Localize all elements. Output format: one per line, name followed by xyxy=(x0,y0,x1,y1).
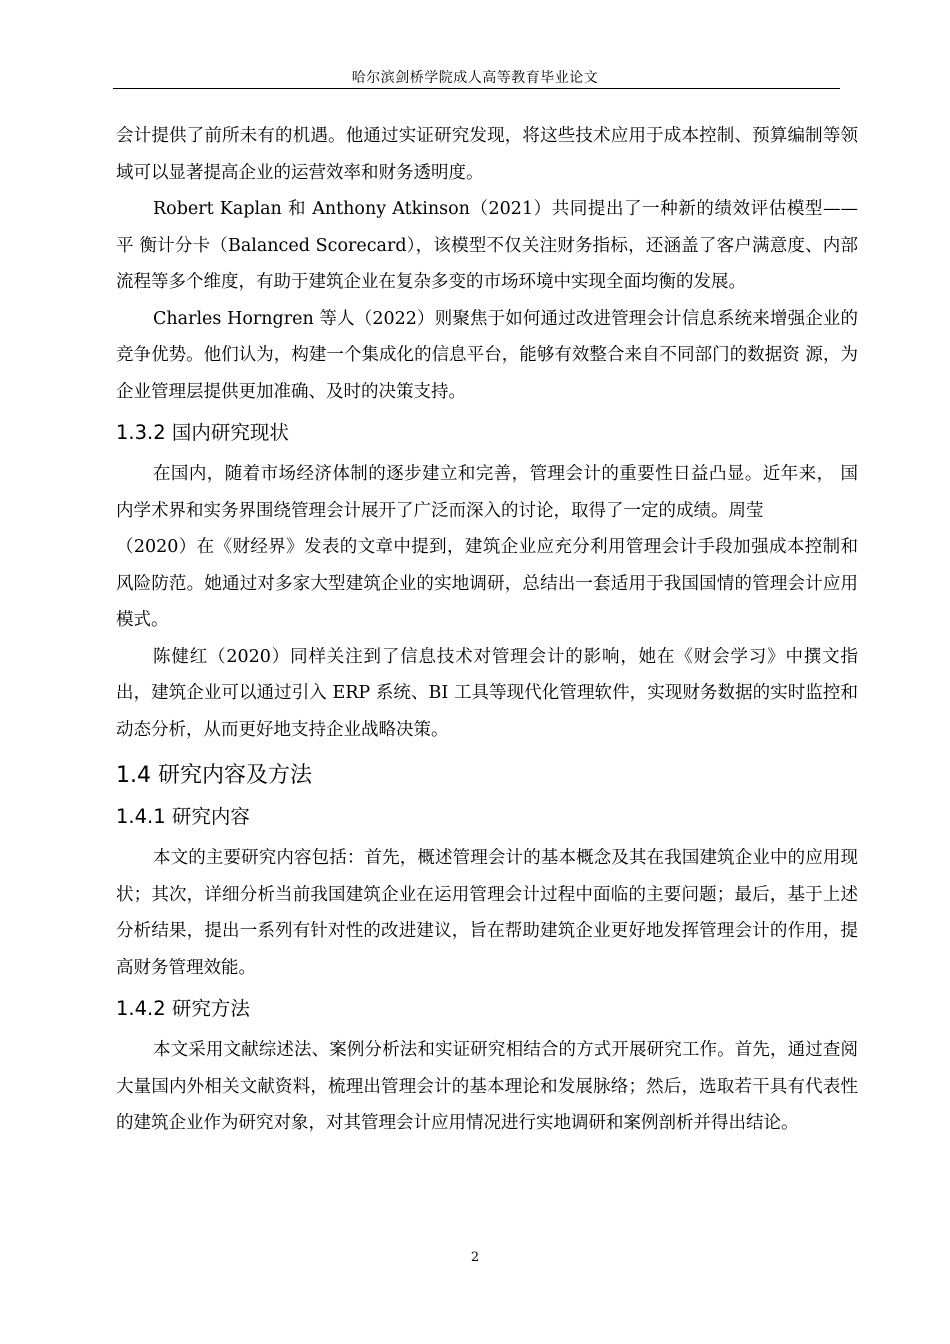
section-heading-1-4: 1.4 研究内容及方法 xyxy=(116,763,312,788)
header-divider xyxy=(113,88,840,89)
paragraph: Charles Horngren 等人（2022）则聚焦于如何通过改进管理会计信息系统来增强企业的 竞争优势。他们认为，构建一个集成化的信息平台，能够有效整合来自不同部门的数据资 源，为企业管理层提供更加准确、及时的决策支持。 xyxy=(116,308,858,402)
paragraph: 陈健红（2020）同样关注到了信息技术对管理会计的影响，她在《财会学习》中撰文指出，建筑企业可以通过引入 ERP 系统、BI 工具等现代化管理软件，实现财务数据的实时监控和动态分析，从而更好地支持企业战略决策。 xyxy=(116,646,858,740)
paragraph: 会计提供了前所未有的机遇。他通过实证研究发现，将这些技术应用于成本控制、预算编制等领域可以显著提高企业的运营效率和财务透明度。 xyxy=(116,126,858,183)
section-heading-1-4-2: 1.4.2 研究方法 xyxy=(116,997,250,1020)
paragraph: （2020）在《财经界》发表的文章中提到，建筑企业应充分利用管理会计手段加强成本控制和风险防范。她通过对多家大型建筑企业的实地调研，总结出一套适用于我国国情的管理会计应用模式。 xyxy=(116,537,858,630)
paragraph: 本文采用文献综述法、案例分析法和实证研究相结合的方式开展研究工作。首先，通过查阅大量国内外相关文献资料，梳理出管理会计的基本理论和发展脉络；然后，选取若干具有代表性的建筑企业作为研究对象，对其管理会计应用情况进行实地调研和案例剖析并得出结论。 xyxy=(116,1040,858,1133)
page-number: 2 xyxy=(470,1250,480,1265)
document-body xyxy=(116,118,858,1142)
paragraph: Robert Kaplan 和 Anthony Atkinson（2021）共同提出了一种新的绩效评估模型——平 衡计分卡（Balanced Scorecard），该模型不仅关注财务指标，还涵盖了客户满意度、内部 流程等多个维度，有助于建筑企业在复杂多变的市场环境中实现全面均衡的发展。 xyxy=(116,199,858,292)
running-header: 哈尔滨剑桥学院成人高等教育毕业论文 xyxy=(351,70,599,86)
paragraph: 在国内，随着市场经济体制的逐步建立和完善，管理会计的重要性日益凸显。近年来， 国内学术界和实务界围绕管理会计展开了广泛而深入的讨论，取得了一定的成绩。周莹 xyxy=(116,464,858,521)
paragraph: 本文的主要研究内容包括：首先，概述管理会计的基本概念及其在我国建筑企业中的应用现状；其次，详细分析当前我国建筑企业在运用管理会计过程中面临的主要问题；最后，基于上述分析结果，提出一系列有针对性的改进建议，旨在帮助建筑企业更好地发挥管理会计的作用，提高财务管理效能。 xyxy=(116,848,858,978)
section-heading-1-3-2: 1.3.2 国内研究现状 xyxy=(116,421,289,444)
section-heading-1-4-1: 1.4.1 研究内容 xyxy=(116,805,250,828)
